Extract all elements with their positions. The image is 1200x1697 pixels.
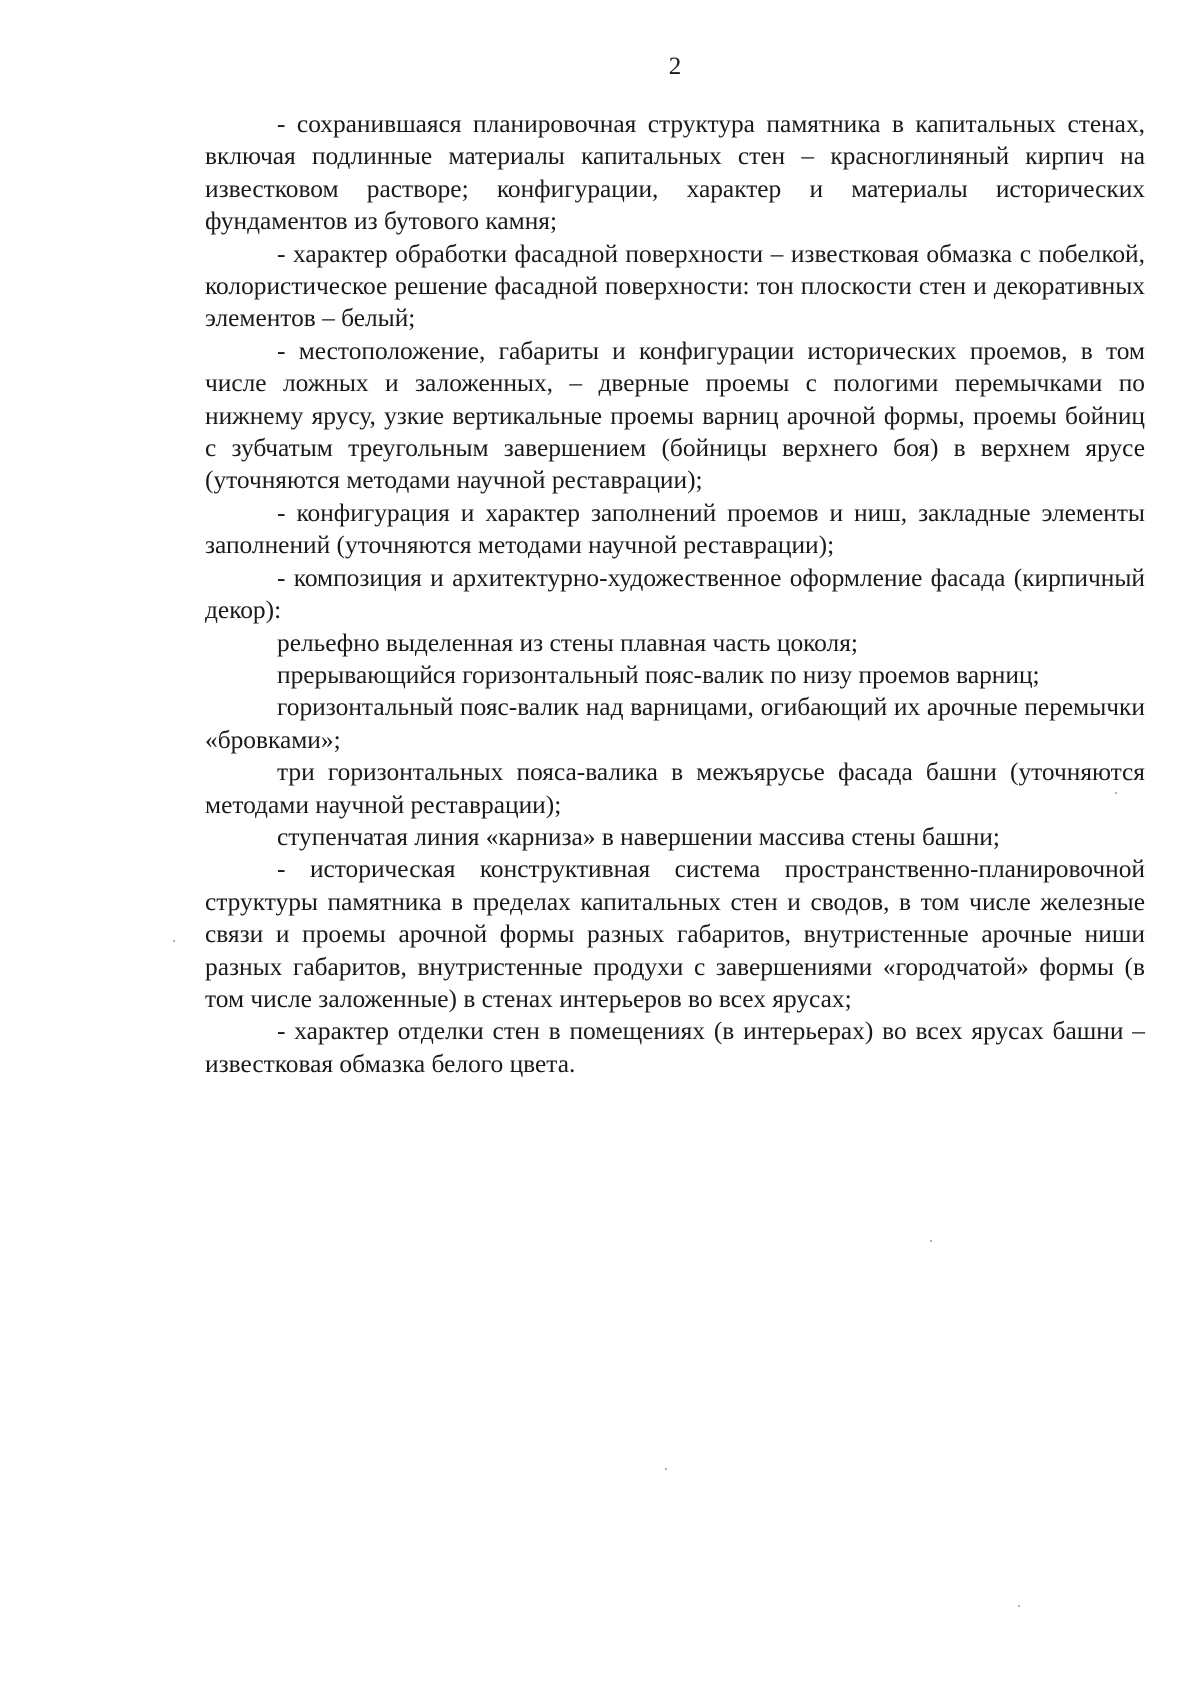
scan-speck [665, 1468, 667, 1470]
paragraph-openings: - местоположение, габариты и конфигурации исторических проемов, в том числе ложных и заложенных, – дверные проемы с пологими перемычками по нижнему ярусу, узкие вертикальные проемы варниц арочной формы, проемы бойниц с зубчатым треугольным завершением (бойницы верхнего боя) в верхнем ярусе (уточняются методами научной реставрации); [205, 336, 1145, 495]
scan-speck [930, 1240, 932, 1242]
paragraph-three-belts: три горизонтальных пояса-валика в межъярусье фасада башни (уточняются методами научной реставрации); [205, 758, 1145, 819]
paragraph-structural-system: - историческая конструктивная система пространственно-планировочной структуры памятника в пределах капитальных стен и сводов, в том числе железные связи и проемы арочной формы разных габаритов, внутристенные арочные ниши разных габаритов, внутристенные продухи с завершениями «городчатой» формы (в том числе заложенные) в стенах интерьеров во всех ярусах; [205, 855, 1145, 1013]
scan-speck [1018, 1605, 1020, 1607]
paragraph-belt-lower: прерывающийся горизонтальный пояс-валик по низу проемов варниц; [277, 660, 1040, 689]
page-number: 2 [668, 53, 682, 80]
paragraph-belt-over-varnitsy: горизонтальный пояс-валик над варницами, огибающий их арочные перемычки «бровками»; [205, 693, 1145, 754]
scan-speck [173, 940, 175, 942]
scan-speck [1115, 792, 1117, 794]
paragraph-interior-finish: - характер отделки стен в помещениях (в интерьерах) во всех ярусах башни – известковая обмазка белого цвета. [205, 1017, 1145, 1078]
document-body [205, 108, 1145, 1080]
paragraph-cornice: ступенчатая линия «карниза» в навершении массива стены башни; [277, 822, 1000, 851]
paragraph-fillings: - конфигурация и характер заполнений проемов и ниш, закладные элементы заполнений (уточняются методами научной реставрации); [205, 498, 1145, 560]
paragraph-plinth: рельефно выделенная из стены плавная часть цоколя; [277, 628, 858, 657]
paragraph-planning-structure: - сохранившаяся планировочная структура памятника в капитальных стенах, включая подлинные материалы капитальных стен – красноглиняный кирпич на известковом растворе; конфигурации, характер и материалы исторических фундаментов из бутового камня; [205, 110, 1145, 236]
paragraph-facade-finish: - характер обработки фасадной поверхности – известковая обмазка с побелкой, колористическое решение фасадной поверхности: тон плоскости стен и декоративных элементов – белый; [205, 239, 1145, 333]
paragraph-composition: - композиция и архитектурно-художественное оформление фасада (кирпичный декор): [205, 563, 1145, 625]
